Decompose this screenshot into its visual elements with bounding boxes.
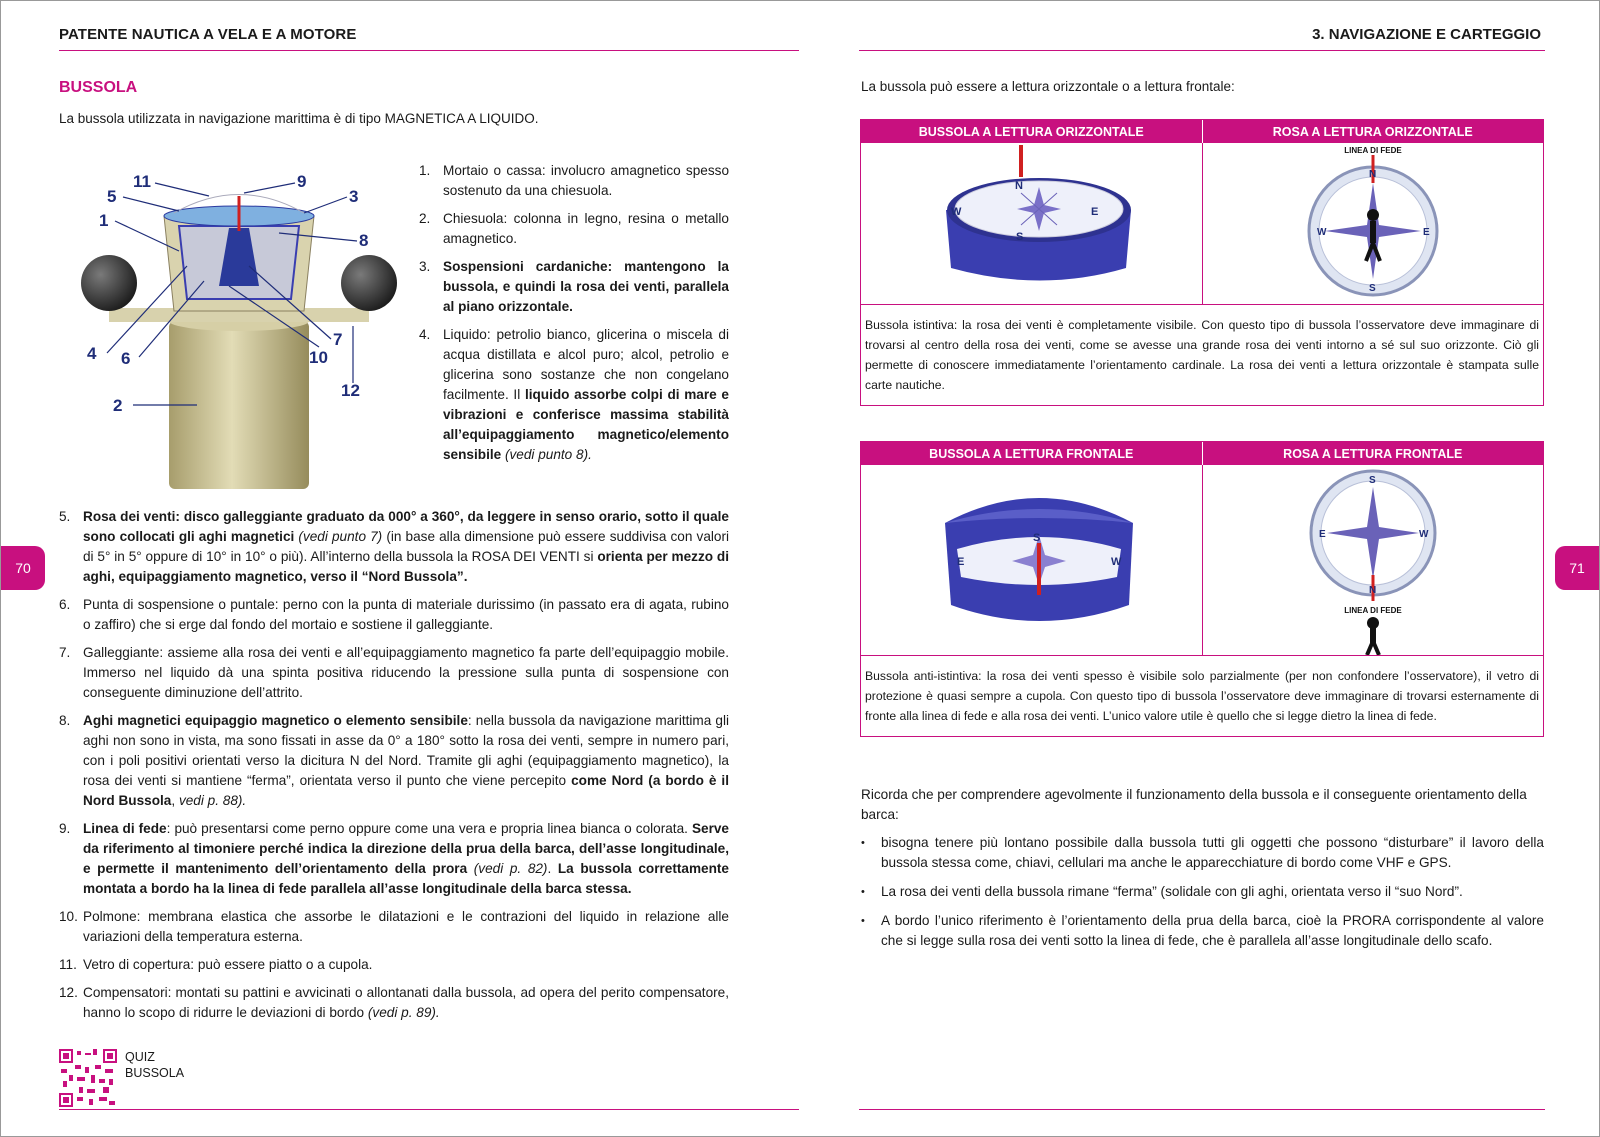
linea-di-fede-label: LINEA DI FEDE xyxy=(1344,606,1402,615)
list-item: • La rosa dei venti della bussola rimane “ferma” (solidale con gli aghi, orientata verso il “suo Nord”. xyxy=(861,882,1544,902)
recall-paragraph: Ricorda che per comprendere agevolmente il funzionamento della bussola e il conseguente orientamento della barca: xyxy=(861,787,1527,822)
horizontal-compass-image xyxy=(861,143,1202,304)
quiz-label-line2: BUSSOLA xyxy=(125,1066,185,1080)
table-header-cell: ROSA A LETTURA ORIZZONTALE xyxy=(1202,120,1544,143)
cardinal-n: N xyxy=(1369,169,1377,180)
cardinal-n: N xyxy=(1015,180,1023,192)
cardinal-e: E xyxy=(1091,206,1099,218)
table-frontal-reading xyxy=(860,441,1544,737)
table-caption-instinctive: Bussola istintiva: la rosa dei venti è completamente visibile. Con questo tipo di bussola l’osservatore deve immaginare di trovarsi al centro della rosa dei venti, come se avesse una grande rosa dei venti intorno a sé sul suo orizzonte. Ciò gli permette di conoscere immediatamente l’orientamento cardinale. La rosa dei venti a lettura orizzontale è stampata sulle carte nautiche. xyxy=(865,318,1539,392)
compass-cutaway-diagram xyxy=(79,171,399,493)
compass-parts-list-top xyxy=(419,161,729,473)
footer-rule-right xyxy=(859,1109,1545,1110)
diagram-label-6: 6 xyxy=(121,349,131,368)
quiz-label-line1: QUIZ xyxy=(125,1050,155,1064)
diagram-label-2: 2 xyxy=(113,396,123,415)
cardinal-e: E xyxy=(1319,529,1326,540)
page-number-right: 71 xyxy=(1555,546,1599,590)
frontal-rose-image xyxy=(1202,465,1544,655)
table-header-cell: ROSA A LETTURA FRONTALE xyxy=(1202,442,1544,465)
table-header-row xyxy=(861,442,1543,465)
list-item: • A bordo l’unico riferimento è l’orientamento della prua della barca, cioè la PRORA corrispondente al valore che si legge sulla rosa dei venti sotto la linea di fede, che è parallela all’asse longitudinale dello scafo. xyxy=(861,911,1544,951)
list-item: • bisogna tenere più lontano possibile dalla bussola tutti gli oggetti che possono “disturbare” il lavoro della bussola stessa come, chiavi, cellulari ma anche le apparecchiature di bordo come VHF e GPS. xyxy=(861,833,1544,873)
diagram-label-10: 10 xyxy=(309,348,328,367)
table-header-cell: BUSSOLA A LETTURA ORIZZONTALE xyxy=(918,124,1144,139)
cardinal-e: E xyxy=(957,556,965,568)
quiz-label xyxy=(125,1049,184,1081)
diagram-label-12: 12 xyxy=(341,381,360,400)
diagram-label-4: 4 xyxy=(87,344,97,363)
quiz-qr-code[interactable] xyxy=(59,1049,117,1107)
page-number-left: 70 xyxy=(1,546,45,590)
diagram-label-7: 7 xyxy=(333,330,343,349)
diagram-label-8: 8 xyxy=(359,231,369,250)
diagram-label-9: 9 xyxy=(297,172,307,191)
frontal-compass-image xyxy=(861,465,1202,655)
right-intro: La bussola può essere a lettura orizzontale o a lettura frontale: xyxy=(861,79,1235,94)
cardinal-s: S xyxy=(1369,283,1376,294)
cardinal-s: S xyxy=(1033,532,1041,544)
cardinal-e: E xyxy=(1423,227,1430,238)
list-item: 3. Sospensioni cardaniche: mantengono la bussola, e quindi la rosa dei venti, parallela al piano orizzontale. xyxy=(419,259,729,314)
footer-rule-left xyxy=(59,1109,799,1110)
running-header-left: PATENTE NAUTICA A VELA E A MOTORE xyxy=(59,26,357,43)
list-item: 5. Rosa dei venti: disco galleggiante graduato da 000° a 360°, da leggere in senso orario, sotto il quale sono collocati gli aghi magnetici (vedi punto 7) (in base alla dimensione può essere suddivisa con valori di 5° in 5° oppure di 10° in 10° o più). All’interno della bussola la ROSA DEI VENTI si orienta per mezzo di aghi, equipaggiamento magnetico, verso il “Nord Bussola”. xyxy=(59,509,730,584)
list-item: 6. Punta di sospensione o puntale: perno con la punta di materiale durissimo (in passato era di agata, rubino o zaffiro) che si erge dal fondo del mortaio e sostiene il galleggiante. xyxy=(59,597,729,632)
compass-parts-list-bottom xyxy=(59,507,729,1031)
cardinal-s: S xyxy=(1369,475,1376,486)
cardinal-w: W xyxy=(951,206,962,218)
diagram-label-1: 1 xyxy=(99,211,109,230)
table-caption-anti-instinctive: Bussola anti-istintiva: la rosa dei venti spesso è visibile solo parzialmente (per non confondere l’osservatore), il vetro di protezione è quasi sempre a cupola. Con questo tipo di bussola l’osservatore deve immaginare di trovarsi esternamente di fronte alla linea di fede e alla rosa dei venti. L’unico valore utile è quello che si legge dietro la linea di fede. xyxy=(865,669,1539,723)
running-header-right: 3. NAVIGAZIONE E CARTEGGIO xyxy=(1312,26,1541,43)
list-item: 4. Liquido: petrolio bianco, glicerina o miscela di acqua distillata e alcol puro; alcol, petrolio e glicerina sono sostanze che non congelano facilmente. Il liquido assorbe colpi di mare e vibrazioni e conferisce massima stabilità all’equipaggiamento magnetico/elemento sensibile (vedi punto 8). xyxy=(419,327,729,462)
cardinal-w: W xyxy=(1419,529,1429,540)
table-header-cell: BUSSOLA A LETTURA FRONTALE xyxy=(929,446,1134,461)
list-item: 9. Linea di fede: può presentarsi come perno oppure come una vera e propria linea bianca o colorata. Serve da riferimento al timoniere perché indica la direzione della prua della barca, dell’asse longitudinale, e permette il mantenimento dell’orientamento della prora (vedi p. 82). La bussola correttamente montata a bordo ha la linea di fede parallela all’asse longitudinale della barca stessa. xyxy=(59,821,729,896)
cardinal-n: N xyxy=(1369,585,1377,596)
header-rule-left xyxy=(59,50,799,51)
recall-bullet-list xyxy=(861,833,1544,960)
cardinal-s: S xyxy=(1016,231,1024,243)
list-item: 8. Aghi magnetici equipaggio magnetico o elemento sensibile: nella bussola da navigazione marittima gli aghi non sono in vista, ma sono fissati in asse da 0° a 180° sotto la rosa dei venti, sempre in numero pari, con i poli positivi orientati verso la dicitura N del Nord. Tramite gli aghi (equipaggiamento magnetico), la rosa dei venti si mantiene “ferma”, orientata verso il punto che viene percepito come Nord (a bordo è il Nord Bussola, vedi p. 88). xyxy=(59,713,729,808)
list-item: 7. Galleggiante: assieme alla rosa dei venti e all’equipaggiamento magnetico fa parte dell’equipaggio mobile. Immerso nel liquido dà una spinta positiva riducendo la pressione sulla punta di sospensione con conseguente diminuzione dell’attrito. xyxy=(59,645,729,700)
table-horizontal-reading xyxy=(860,119,1544,406)
list-item: 12. Compensatori: montati su pattini e avvicinati o allontanati dalla bussola, ad opera del perito compensatore, hanno lo scopo di ridurre le deviazioni di bordo (vedi p. 89). xyxy=(59,985,729,1020)
table-header-row xyxy=(861,120,1543,143)
linea-di-fede-label: LINEA DI FEDE xyxy=(1344,146,1402,155)
list-item: 1. Mortaio o cassa: involucro amagnetico spesso sostenuto da una chiesuola. xyxy=(419,163,729,198)
diagram-label-3: 3 xyxy=(349,187,359,206)
diagram-label-11: 11 xyxy=(133,172,151,191)
section-title: BUSSOLA xyxy=(59,79,138,96)
diagram-label-5: 5 xyxy=(107,187,117,206)
table-images-row xyxy=(861,143,1543,305)
list-item: 10. Polmone: membrana elastica che assorbe le dilatazioni e le contrazioni del liquido in relazione alle variazioni della temperatura esterna. xyxy=(59,909,729,944)
cardinal-w: W xyxy=(1111,556,1122,568)
left-intro: La bussola utilizzata in navigazione marittima è di tipo MAGNETICA A LIQUIDO. xyxy=(59,111,539,126)
table-images-row xyxy=(861,465,1543,656)
list-item: 2. Chiesuola: colonna in legno, resina o metallo amagnetico. xyxy=(419,211,729,246)
horizontal-rose-image xyxy=(1202,143,1544,304)
header-rule-right xyxy=(859,50,1545,51)
list-item: 11. Vetro di copertura: può essere piatto o a cupola. xyxy=(59,957,373,972)
cardinal-w: W xyxy=(1317,227,1327,238)
